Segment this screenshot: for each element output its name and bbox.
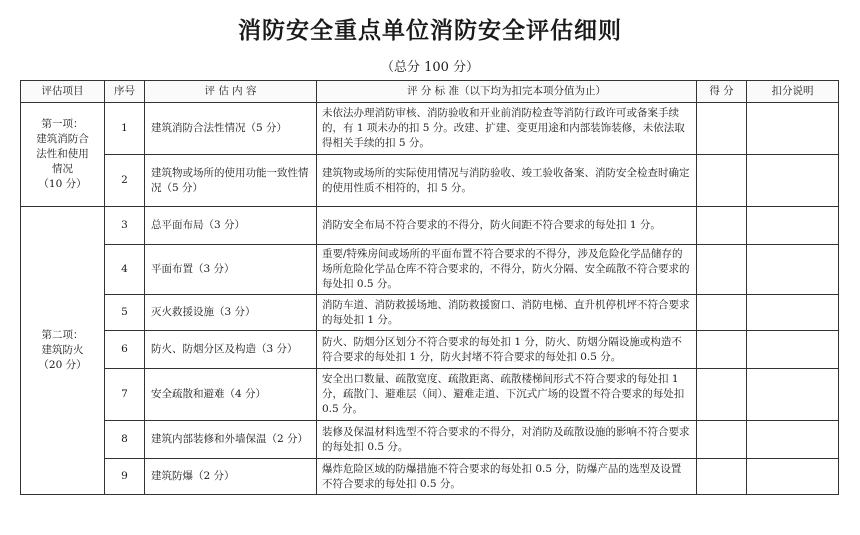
row-content: 灭火救援设施（3 分） xyxy=(145,295,317,331)
document-subtitle: （总分 100 分） xyxy=(380,60,480,75)
score-cell[interactable] xyxy=(697,421,747,459)
score-cell[interactable] xyxy=(697,369,747,421)
table-row xyxy=(21,245,839,295)
row-standard: 消防安全布局不符合要求的不得分，防火间距不符合要求的每处扣 1 分。 xyxy=(317,207,697,245)
document-title: 消防安全重点单位消防安全评估细则 xyxy=(238,18,622,44)
row-seq: 4 xyxy=(105,245,145,295)
score-cell[interactable] xyxy=(697,295,747,331)
table-header-row xyxy=(21,81,839,103)
table-row xyxy=(21,103,839,155)
note-cell[interactable] xyxy=(747,103,839,155)
note-cell[interactable] xyxy=(747,331,839,369)
row-content: 建筑内部装修和外墙保温（2 分） xyxy=(145,421,317,459)
row-seq: 7 xyxy=(105,369,145,421)
row-content: 防火、防烟分区及构造（3 分） xyxy=(145,331,317,369)
row-seq: 6 xyxy=(105,331,145,369)
table-row xyxy=(21,207,839,245)
row-content: 建筑防爆（2 分） xyxy=(145,459,317,495)
row-seq: 9 xyxy=(105,459,145,495)
row-content: 安全疏散和避难（4 分） xyxy=(145,369,317,421)
row-standard: 消防车道、消防救援场地、消防救援窗口、消防电梯、直升机停机坪不符合要求的每处扣 1 分。 xyxy=(317,295,697,331)
assessment-table xyxy=(20,80,839,495)
row-content: 建筑消防合法性情况（5 分） xyxy=(145,103,317,155)
header-content: 评 估 内 容 xyxy=(145,81,317,103)
note-cell[interactable] xyxy=(747,369,839,421)
row-standard: 防火、防烟分区划分不符合要求的每处扣 1 分，防火、防烟分隔设施或构造不符合要求的每处扣 1 分，防火封堵不符合要求的每处扣 0.5 分。 xyxy=(317,331,697,369)
score-cell[interactable] xyxy=(697,207,747,245)
row-content: 平面布置（3 分） xyxy=(145,245,317,295)
row-standard: 安全出口数量、疏散宽度、疏散距离、疏散楼梯间形式不符合要求的每处扣 1 分，疏散门、避难层（间）、避难走道、下沉式广场的设置不符合要求的每处扣 0.5 分。 xyxy=(317,369,697,421)
note-cell[interactable] xyxy=(747,459,839,495)
header-note: 扣分说明 xyxy=(747,81,839,103)
note-cell[interactable] xyxy=(747,207,839,245)
table-row xyxy=(21,155,839,207)
score-cell[interactable] xyxy=(697,245,747,295)
table-row xyxy=(21,421,839,459)
row-seq: 5 xyxy=(105,295,145,331)
group-label-1: 第一项： 建筑消防合 法性和使用 情况 （10 分） xyxy=(21,103,105,207)
header-seq: 序号 xyxy=(105,81,145,103)
score-cell[interactable] xyxy=(697,103,747,155)
row-standard: 装修及保温材料选型不符合要求的不得分，对消防及疏散设施的影响不符合要求的每处扣 0.5 分。 xyxy=(317,421,697,459)
row-content: 建筑物或场所的使用功能一致性情况（5 分） xyxy=(145,155,317,207)
row-seq: 8 xyxy=(105,421,145,459)
table-row xyxy=(21,369,839,421)
row-standard: 未依法办理消防审核、消防验收和开业前消防检查等消防行政许可或备案手续的，有 1 项未办的扣 5 分。改建、扩建、变更用途和内部装饰装修，未依法取得相关手续的扣 5 分。 xyxy=(317,103,697,155)
row-seq: 3 xyxy=(105,207,145,245)
row-content: 总平面布局（3 分） xyxy=(145,207,317,245)
table-row xyxy=(21,459,839,495)
row-standard: 重要/特殊房间或场所的平面布置不符合要求的不得分，涉及危险化学品储存的场所危险化学品仓库不符合要求的，不得分，防火分隔、安全疏散不符合要求的每处扣 0.5 分。 xyxy=(317,245,697,295)
row-standard: 建筑物或场所的实际使用情况与消防验收、竣工验收备案、消防安全检查时确定的使用性质不相符的，扣 5 分。 xyxy=(317,155,697,207)
table-row xyxy=(21,331,839,369)
group-label-2: 第二项： 建筑防火 （20 分） xyxy=(21,207,105,495)
score-cell[interactable] xyxy=(697,155,747,207)
row-standard: 爆炸危险区域的防爆措施不符合要求的每处扣 0.5 分，防爆产品的选型及设置不符合要求的每处扣 0.5 分。 xyxy=(317,459,697,495)
note-cell[interactable] xyxy=(747,295,839,331)
note-cell[interactable] xyxy=(747,245,839,295)
score-cell[interactable] xyxy=(697,459,747,495)
note-cell[interactable] xyxy=(747,155,839,207)
header-item: 评估项目 xyxy=(21,81,105,103)
table-row xyxy=(21,295,839,331)
row-seq: 1 xyxy=(105,103,145,155)
header-standard: 评 分 标 准（以下均为扣完本项分值为止） xyxy=(317,81,697,103)
note-cell[interactable] xyxy=(747,421,839,459)
header-score: 得 分 xyxy=(697,81,747,103)
row-seq: 2 xyxy=(105,155,145,207)
score-cell[interactable] xyxy=(697,331,747,369)
